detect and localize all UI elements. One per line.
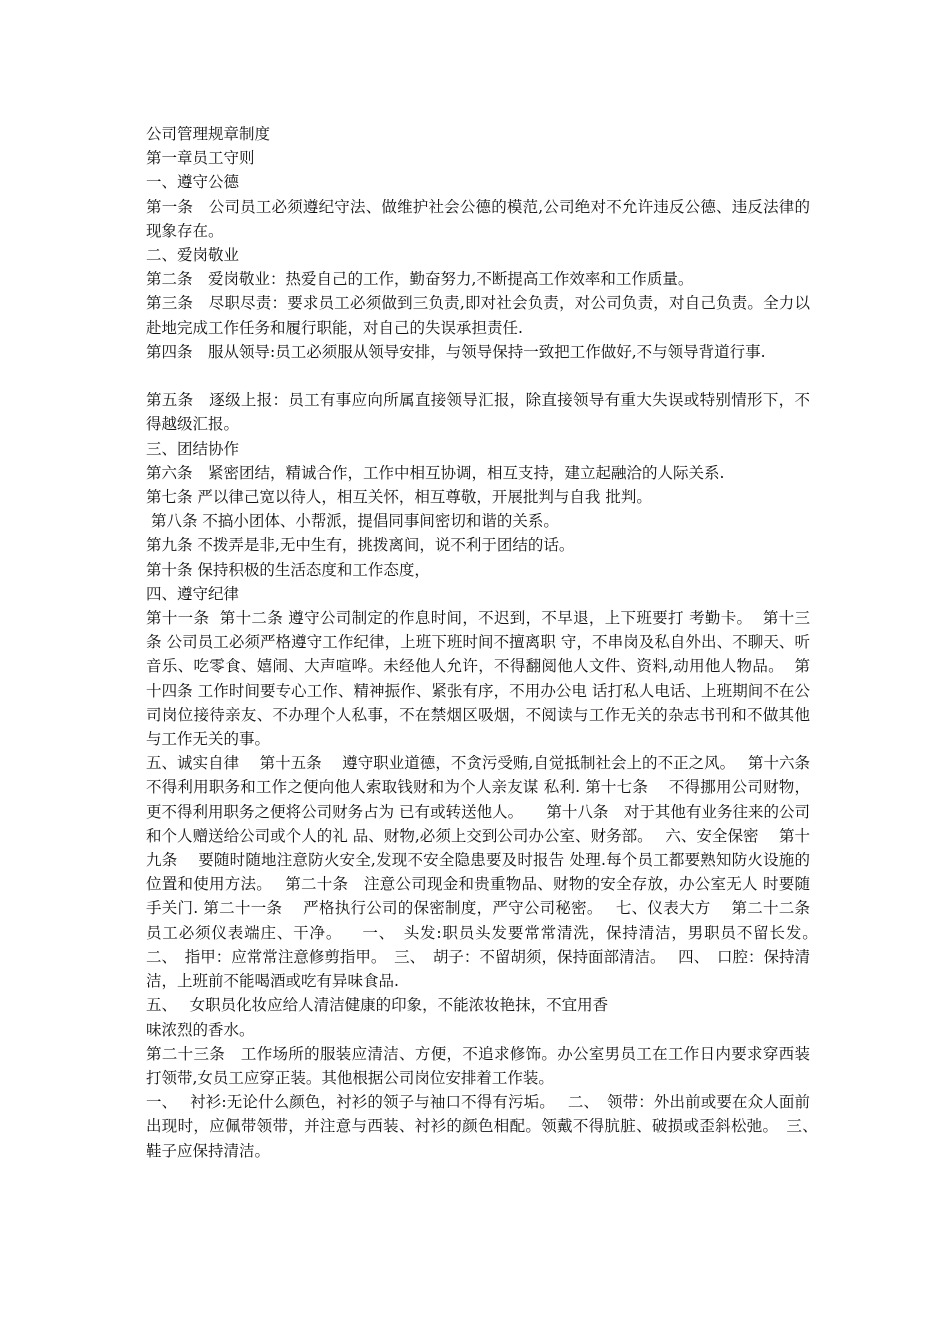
article-3: 第三条 尽职尽责：要求员工必须做到三负责,即对社会负责，对公司负责，对自己负责。全力以赴地完成工作任务和履行职能，对自己的失误承担责任. [146, 294, 810, 337]
article-4: 第四条 服从领导:员工必须服从领导安排，与领导保持一致把工作做好,不与领导背道行事. [146, 342, 766, 361]
article-6: 第六条 紧密团结，精诚合作，工作中相互协调，相互支持，建立起融洽的人际关系. [146, 463, 725, 482]
section-heading-dedication: 二、爱岗敬业 [146, 246, 240, 265]
article-10: 第十条 保持积极的生活态度和工作态度， [146, 560, 430, 579]
article-23: 第二十三条 工作场所的服装应清洁、方便，不追求修饰。办公室男员工在工作日内要求穿西装打领带,女员工应穿正装。其他根据公司岗位安排着工作装。 [146, 1044, 810, 1087]
section-heading-teamwork: 三、团结协作 [146, 439, 240, 458]
blank-line [146, 364, 810, 388]
section-heading-discipline: 四、遵守纪律 [146, 584, 240, 603]
article-2: 第二条 爱岗敬业：热爱自己的工作，勤奋努力,不断提高工作效率和工作质量。 [146, 270, 694, 289]
discipline-articles: 第十一条 第十二条 遵守公司制定的作息时间，不迟到，不早退，上下班要打 考勤卡。 第十三条 公司员工必须严格遵守工作纪律，上班下班时间不擅离职 守，不串岗及私自外出、不聊天、听音乐、吃零食、嬉闹、大声喧哗。未经他人允许，不得翻阅他人文件、资料,动用他人物品。 第十四条 工作时间要专心工作、精神振作、紧张有序，不用办公电 话打私人电话、上班期间不在公司岗位接待亲友、不办理个人私事，不在禁烟区吸烟，不阅读与工作无关的杂志书刊和不做其他与工作无关的事。 [146, 609, 810, 749]
article-1: 第一条 公司员工必须遵纪守法、做维护社会公德的模范,公司绝对不允许违反公德、违反法律的现象存在。 [146, 197, 810, 240]
article-9: 第九条 不拨弄是非,无中生有，挑拨离间，说不利于团结的话。 [146, 536, 575, 555]
attire-items: 一、 衬衫:无论什么颜色，衬衫的领子与袖口不得有污垢。 二、 领带：外出前或要在众人面前出现时，应佩带领带，并注意与西装、衬衫的颜色相配。领戴不得肮脏、破损或歪斜松弛。 三、 鞋子应保持清洁。 [146, 1093, 826, 1160]
document-body [146, 122, 831, 1163]
honesty-safety-appearance-articles: 五、诚实自律 第十五条 遵守职业道德，不贪污受贿,自觉抵制社会上的不正之风。 第十六条 不得利用职务和工作之便向他人索取钱财和为个人亲友谋 私利. 第十七条 不得挪用公司财物，更不得利用职务之便将公司财务占为 已有或转送他人。 第十八条 对于其他有业务往来的公司和个人赠送给公司或个人的礼 品、财物,必须上交到公司办公室、财务部。 六、安全保密 第十九条 要随时随地注意防火安全,发现不安全隐患要及时报告 处理.每个员工都要熟知防火设施的位置和使用方法。 第二十条 注意公司现金和贵重物品、财物的安全存放，办公室无人 时要随手关门. 第二十一条 严格执行公司的保密制度，严守公司秘密。 七、仪表大方 第二十二条 员工必须仪表端庄、干净。 一、 头发:职员头发要常常清洗，保持清洁，男职员不留长发。 二、 指甲：应常常注意修剪指甲。 三、 胡子：不留胡须，保持面部清洁。 四、 口腔：保持清洁，上班前不能喝酒或吃有异味食品. [146, 754, 831, 991]
article-8: 第八条 不搞小团体、小帮派，提倡同事间密切和谐的关系。 [146, 512, 559, 531]
section-heading-public-morality: 一、遵守公德 [146, 173, 240, 192]
document-title: 公司管理规章制度 [146, 125, 271, 143]
article-5: 第五条 逐级上报：员工有事应向所属直接领导汇报，除直接领导有重大失误或特别情形下，不得越级汇报。 [146, 391, 810, 434]
appearance-item-5-line-2: 味浓烈的香水。 [146, 1020, 255, 1039]
chapter-heading: 第一章员工守则 [146, 149, 255, 168]
article-7: 第七条 严以律己宽以待人，相互关怀，相互尊敬，开展批判与自我 批判。 [146, 488, 652, 507]
appearance-item-5-line-1: 五、 女职员化妆应给人清洁健康的印象，不能浓妆艳抹，不宜用香 [146, 996, 609, 1015]
